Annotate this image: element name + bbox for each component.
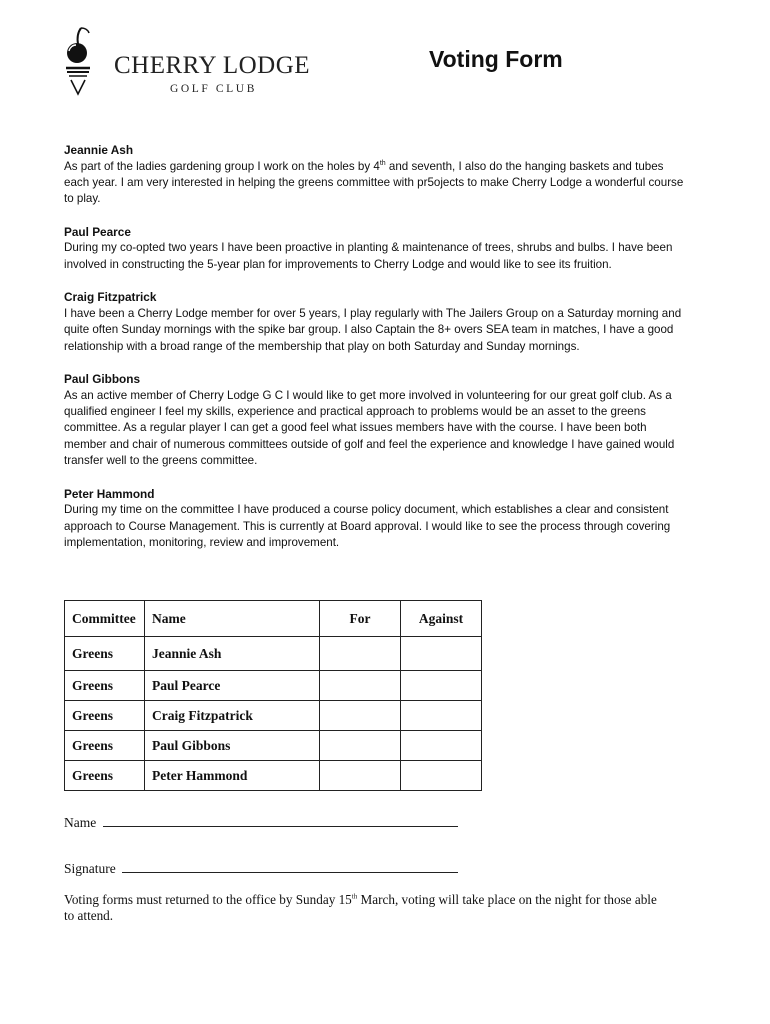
club-logo-subtitle: GOLF CLUB <box>170 83 257 95</box>
club-logo-name: CHERRY LODGE <box>114 52 311 79</box>
vote-for-cell[interactable] <box>320 761 401 791</box>
candidate-name: Craig Fitzpatrick <box>64 290 157 305</box>
vote-against-cell[interactable] <box>401 761 482 791</box>
ballot-row <box>65 761 482 791</box>
vote-against-cell[interactable] <box>401 731 482 761</box>
ballot-header-row <box>65 601 482 637</box>
candidate-name-cell: Paul Pearce <box>145 671 320 701</box>
candidate-statement: As part of the ladies gardening group I work on the holes by 4th and seventh, I also do the hanging baskets and tubes each year. I am very interested in helping the greens committee with pr5ojects to make Cherry Lodge a wonderful course to play. <box>64 159 684 206</box>
page-title: Voting Form <box>429 46 563 72</box>
vote-against-cell[interactable] <box>401 701 482 731</box>
name-field-row <box>64 815 458 831</box>
signature-field-label: Signature <box>64 861 116 876</box>
vote-for-cell[interactable] <box>320 701 401 731</box>
candidate-block <box>64 289 684 354</box>
committee-cell: Greens <box>65 761 145 791</box>
candidate-name-cell: Peter Hammond <box>145 761 320 791</box>
ballot-table <box>64 600 482 791</box>
name-field-label: Name <box>64 815 97 830</box>
candidate-block <box>64 486 684 551</box>
committee-cell: Greens <box>65 637 145 671</box>
header-against: Against <box>401 601 482 637</box>
ballot-row <box>65 731 482 761</box>
vote-against-cell[interactable] <box>401 671 482 701</box>
committee-cell: Greens <box>65 731 145 761</box>
committee-cell: Greens <box>65 671 145 701</box>
cherry-logo-icon <box>58 24 102 96</box>
candidate-statement: I have been a Cherry Lodge member for over 5 years, I play regularly with The Jailers Group on a Saturday morning and quite often Sunday mornings with the spike bar group. I also Captain the 8+ overs SEA team in matches, I have a good relationship with a broad range of the membership that play on both Saturday and Sunday mornings. <box>64 306 682 353</box>
header-for: For <box>320 601 401 637</box>
candidate-name: Jeannie Ash <box>64 143 134 157</box>
vote-for-cell[interactable] <box>320 671 401 701</box>
ballot-row <box>65 671 482 701</box>
candidate-name-cell: Paul Gibbons <box>145 731 320 761</box>
vote-for-cell[interactable] <box>320 637 401 671</box>
return-instructions: Voting forms must returned to the office by Sunday 15th March, voting will take place on the night for those able to attend. <box>64 892 657 923</box>
candidate-name: Peter Hammond <box>64 486 155 501</box>
name-field-line[interactable] <box>103 825 458 827</box>
candidate-block <box>64 142 684 207</box>
candidate-name: Paul Pearce <box>64 224 131 239</box>
candidate-block <box>64 224 684 273</box>
header-name: Name <box>145 601 320 637</box>
vote-against-cell[interactable] <box>401 637 482 671</box>
candidate-statement: As an active member of Cherry Lodge G C I would like to get more involved in volunteering for our great golf club. As a qualified engineer I feel my skills, experience and practical approach to problems would be an asset to the greens committee. As a regular player I can get a good feel what issues members have with the course. I have been both member and chair of numerous committees outside of golf and feel the experience and knowledge I have gained would transfer well to the greens committee. <box>64 388 675 468</box>
ballot-row <box>65 637 482 671</box>
vote-for-cell[interactable] <box>320 731 401 761</box>
signature-field-line[interactable] <box>122 871 458 873</box>
candidate-statement: During my co-opted two years I have been proactive in planting & maintenance of trees, shrubs and bulbs. I have been involved in constructing the 5-year plan for improvements to Cherry Lodge and would like to see its fruition. <box>64 241 673 271</box>
candidate-name: Paul Gibbons <box>64 372 141 387</box>
candidate-statements <box>64 142 684 568</box>
header-committee: Committee <box>65 601 145 637</box>
candidate-statement: During my time on the committee I have produced a course policy document, which establishes a clear and consistent approach to Course Management. This is currently at Board approval. I would like to see the process through covering implementation, monitoring, review and improvement. <box>64 503 671 549</box>
candidate-block <box>64 371 684 469</box>
signature-field-row <box>64 861 458 877</box>
ballot-row <box>65 701 482 731</box>
committee-cell: Greens <box>65 701 145 731</box>
candidate-name-cell: Jeannie Ash <box>145 637 320 671</box>
candidate-name-cell: Craig Fitzpatrick <box>145 701 320 731</box>
